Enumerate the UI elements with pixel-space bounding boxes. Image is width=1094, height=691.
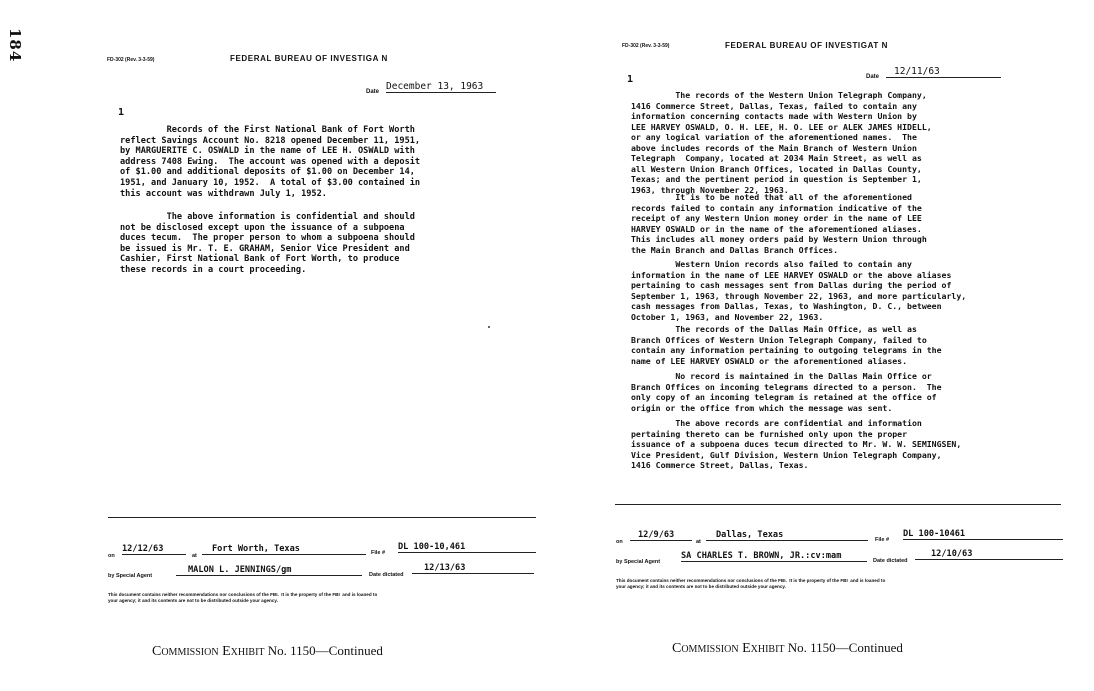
- date-dictated: 12/10/63: [915, 549, 1063, 560]
- footer-rule: [108, 517, 536, 518]
- caption-suffix: No. 1150—Continued: [787, 640, 903, 655]
- dictated-label: Date dictated: [873, 558, 908, 564]
- special-agent: SA CHARLES T. BROWN, JR.:cv:mam: [681, 551, 867, 562]
- right-caption: [672, 640, 903, 657]
- on-date: 12/12/63: [122, 544, 186, 555]
- file-number: DL 100-10461: [903, 529, 1063, 540]
- special-agent: MALON L. JENNINGS/gm: [176, 565, 362, 576]
- caption-prefix: Commission Exhibit: [672, 641, 785, 656]
- paragraph-5: No record is maintained in the Dallas Main Office or Branch Offices on incoming telegrams directed to a person. The only copy of an incoming telegram is retained at the office of origin or the office from which the message was sent.: [631, 371, 942, 413]
- paragraph-2: The above information is confidential and should not be disclosed except upon the issuance of a subpoena duces tecum. The proper person to whom a subpoena should be issued is Mr. T. E. GRAHAM, Senior Vice President and Cashier, First National Bank of Fort Worth, to produce these records in a court proceeding.: [120, 212, 415, 275]
- file-label: File #: [371, 550, 386, 556]
- file-label: File #: [875, 537, 890, 543]
- form-code: FD-302 (Rev. 3-3-59): [107, 57, 155, 63]
- file-number: DL 100-10,461: [398, 542, 536, 553]
- date-label: Date: [366, 89, 380, 95]
- agent-label: by Special Agent: [108, 573, 153, 579]
- paragraph-1: The records of the Western Union Telegraph Company, 1416 Commerce Street, Dallas, Texas, failed to contain any information concerning contacts made with Western Union by LEE HARVEY OSWALD, O. H. LEE, H. O. LEE or ALEK JAMES HIDELL, or any logical variation of the aforementioned names. The above includes records of the Main Branch of Western Union Telegraph Company, located at 2034 Main Street, as well as all Western Union Branch Offices, located in Dallas County, Texas; and the pertinent period in question is September 1, 1963, through November 22, 1963.: [631, 90, 932, 195]
- agency-heading: FEDERAL BUREAU OF INVESTIGAT N: [725, 41, 889, 50]
- stray-mark: [488, 326, 490, 328]
- page-number: 184: [6, 28, 24, 63]
- location: Fort Worth, Texas: [202, 544, 366, 555]
- location: Dallas, Texas: [706, 530, 868, 541]
- date-dictated: 12/13/63: [412, 563, 534, 574]
- right-document: [547, 0, 1094, 691]
- item-number: 1: [118, 107, 125, 118]
- on-date: 12/9/63: [630, 530, 692, 541]
- paragraph-4: The records of the Dallas Main Office, as well as Branch Offices of Western Union Telegraph Company, failed to contain any information pertaining to outgoing telegrams in the name of LEE HARVEY OSWALD or the aforementioned aliases.: [631, 324, 942, 366]
- agency-heading: FEDERAL BUREAU OF INVESTIGA N: [230, 54, 388, 63]
- at-label: at: [192, 553, 197, 559]
- on-label: on: [616, 539, 623, 545]
- at-label: at: [696, 539, 701, 545]
- paragraph-3: Western Union records also failed to contain any information in the name of LEE HARVEY OSWALD or the above aliases pertaining to cash messages sent from Dallas during the period of September 1, 1963, through November 22, 1963, and more particularly, cash messages from Dallas, Texas, to Washington, D. C., between October 1, 1963, and November 22, 1963.: [631, 259, 967, 322]
- paragraph-2: It is to be noted that all of the aforementioned records failed to contain any information indicative of the receipt of any Western Union money order in the name of LEE HARVEY OSWALD or in the name of the aforementioned aliases. This includes all money orders paid by Western Union through the Main Branch and Dallas Branch Offices.: [631, 192, 927, 255]
- item-number: 1: [627, 74, 634, 85]
- form-code: FD-302 (Rev. 3-3-59): [622, 43, 670, 49]
- document-date: 12/11/63: [886, 66, 1001, 78]
- disclaimer: This document contains neither recommendations nor conclusions of the FBI. It is the property of the FBI and is loaned to your agency; it and its contents are not to be distributed outside your agency.: [108, 592, 378, 603]
- date-label: Date: [866, 74, 880, 80]
- caption-suffix: No. 1150—Continued: [267, 643, 383, 658]
- dictated-label: Date dictated: [369, 572, 404, 578]
- paragraph-6: The above records are confidential and information pertaining thereto can be furnished only upon the proper issuance of a subpoena duces tecum directed to Mr. W. W. SEMINGSEN, Vice President, Gulf Division, Western Union Telegraph Company, 1416 Commerce Street, Dallas, Texas.: [631, 418, 962, 470]
- left-caption: [152, 643, 383, 660]
- paragraph-1: Records of the First National Bank of Fort Worth reflect Savings Account No. 8218 opened December 11, 1951, by MARGUERITE C. OSWALD in the name of LEE H. OSWALD with address 7408 Ewing. The account was opened with a deposit of $1.00 and additional deposits of $1.00 on December 14, 1951, and January 10, 1952. A total of $3.00 contained in this account was withdrawn July 1, 1952.: [120, 125, 421, 199]
- document-date: December 13, 1963: [386, 81, 496, 93]
- agent-label: by Special Agent: [616, 559, 661, 565]
- footer-rule: [615, 504, 1061, 505]
- caption-prefix: Commission Exhibit: [152, 644, 265, 659]
- on-label: on: [108, 553, 115, 559]
- disclaimer: This document contains neither recommendations nor conclusions of the FBI. It is the property of the FBI and is loaned to your agency; it and its contents are not to be distributed outside your agency.: [616, 578, 886, 589]
